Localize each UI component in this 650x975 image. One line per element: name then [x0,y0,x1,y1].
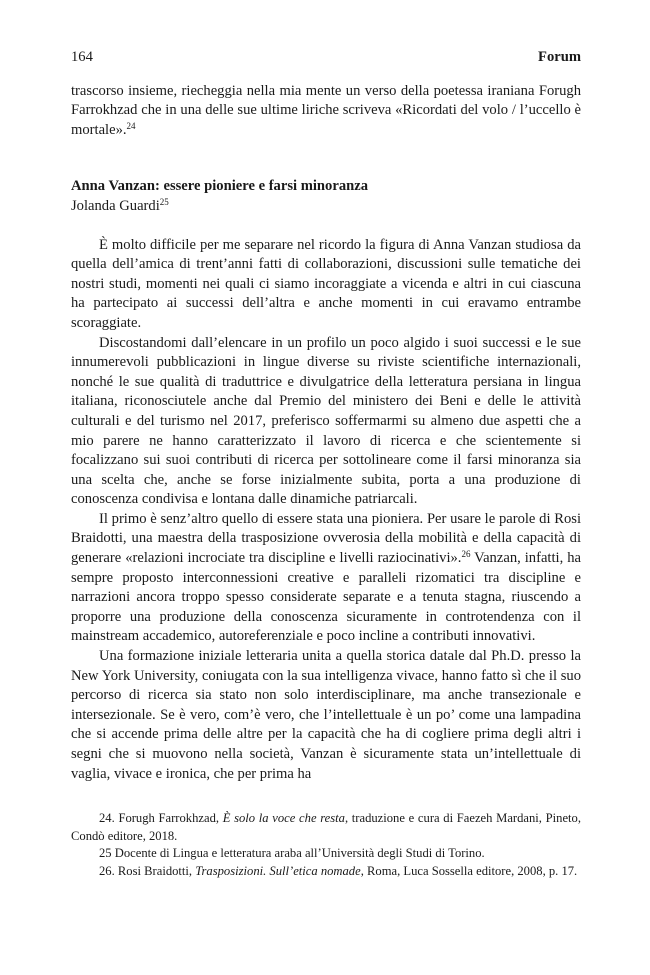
footnote-26-text-b: , Roma, Luca Sossella editore, 2008, p. 17. [360,863,578,878]
author-name: Jolanda Guardi [71,197,160,214]
paragraph-3 [71,510,581,647]
paragraph-2: Discostandomi dall’elencare in un profilo un poco algido i suoi successi e le sue innumerevoli pubblicazioni in lingue diverse su riviste scientifiche internazionali, nonché le sue qualità di traduttrice e divulgatrice della letteratura persiana in lingua italiana, riconosciutele anche dal Premio del ministero dei Beni e delle le attività culturali e del turismo nel 2017, preferisco soffermarmi su almeno due aspetti che a mio parere ne hanno caratterizzato il lavoro di ricerca e che scientemente si focalizzano sui suoi contributi di ricerca per sottolineare come il farsi minoranza sia una scelta che, anche se forse inizialmente subita, porta a una produzione di conoscenza condivisa e lontana dalle dinamiche patriarcali. [71,334,581,508]
intro-paragraph [71,82,581,141]
footnote-ref-26: 26 [461,549,471,560]
footnote-26-text-a: 26. Rosi Braidotti, [99,863,196,878]
running-section-title: Forum [538,49,581,65]
paragraph-4: Una formazione iniziale letteraria unita a quella storica datale dal Ph.D. presso la New York University, coniugata con la sua intelligenza vivace, hanno fatto sì che il suo percorso di ricerca sia stato non solo interdisciplinare, ma anche transezionale e intersezionale. Se è vero, com’è vero, che l’intellettuale è un po’ come una lampadina che si accende prima delle altre per la capacità che ha di cogliere prima degli altri i segni che si muovono nella società, Vanzan è sicuramente stata un’intellettuale di vaglia, vivace e ironica, che per prima ha [71,648,581,782]
page-body [71,48,581,784]
footnote-26-title: Trasposizioni. Sull’etica nomade [195,863,361,878]
footnote-24-text-a: 24. Forugh Farrokhzad, [99,811,223,825]
footnote-ref-25: 25 [159,196,169,207]
section-title: Anna Vanzan: essere pioniere e farsi minoranza [71,178,369,195]
footnote-24-title: È solo la voce che resta [222,811,345,825]
footnote-ref-24: 24 [126,120,136,131]
page-number: 164 [71,49,93,65]
footnote-25: 25 Docente di Lingua e letteratura araba all’Università degli Studi di Torino. [99,846,485,861]
footnote-26 [71,863,581,881]
running-header [71,48,581,68]
intro-text: trascorso insieme, riecheggia nella mia mente un verso della poetessa iraniana Forugh Farrokhzad che in una delle sue ultime liriche scriveva «Ricordati del volo / l’uccello è mortale». [71,82,581,138]
section-author [71,197,581,217]
paragraph-3-part-a: Il primo è senz’altro quello di essere stata una pioniera. Per usare le parole di Rosi Braidotti, una maestra della trasposizione ovverosia della mobilità e della capacità di generare «relazioni incrociate tra discipline e livelli raziocinativi». [71,510,581,567]
footnotes [71,810,581,880]
footnote-24 [71,810,581,845]
paragraph-3-part-b: Vanzan, infatti, ha sempre proposto interconnessioni creative e paralleli rizomatici tra discipline e narrazioni ancora troppo spesso considerate separate e a tenuta stagna, riuscendo a proporre una produzione della conoscenza sicuramente in controtendenza con il mainstream accademico, autoreferenziale e poco incline a contributi innovativi. [71,550,581,645]
footnote-24-text-b: , traduzione e cura di Faezeh Mardani, Pineto, Condò editore, 2018. [71,811,581,843]
paragraph-1: È molto difficile per me separare nel ricordo la figura di Anna Vanzan studiosa da quella dell’amica di trent’anni fatti di collaborazioni, discussioni sulle tematiche dei nostri studi, momenti nei quali ci siamo incoraggiate a vicenda e altri in cui ciascuna ha partecipato ai successi dell’altra e anche momenti in cui eravamo entrambe scoraggiate. [71,236,581,331]
